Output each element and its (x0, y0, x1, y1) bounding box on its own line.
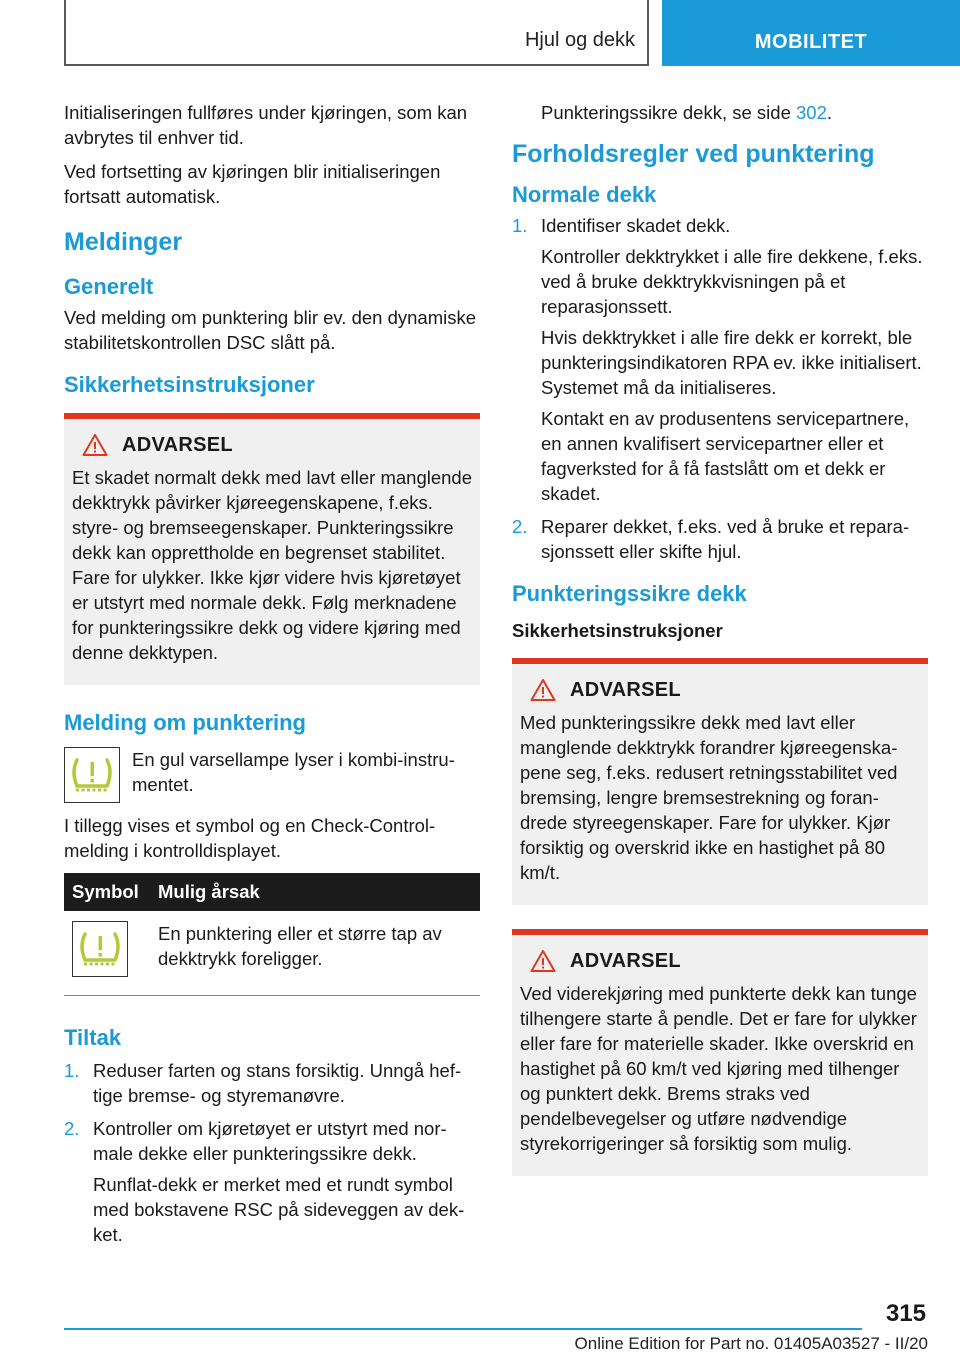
heading-meldinger: Meldinger (64, 228, 183, 256)
tiltak-steps (64, 1058, 480, 1247)
warning-header (520, 678, 920, 702)
step-text: Reparer dekket, f.eks. ved å bruke et reparasjonssett eller skifte hjul. (541, 516, 910, 562)
left-column (64, 100, 480, 1255)
warning-text: Med punkteringssikre dekk med lavt eller manglende dekktrykk forandrer kjøreegenskapene seg, f.eks. redusert retningsstabilitet ved bremsing, lengre bremsestrekning og forandrede styreegenskaper. Fare for ulykker. Kjør forsiktig og overskrid ikke en hastighet på 80 km/t. (520, 712, 898, 883)
warning-text: Et skadet normalt dekk med lavt eller manglende dekktrykk påvirker kjøreegenskapene, f.eks. styre- og bremseegenskaper. Punkteringssikre dekk kan opprettholde en begrenset stabilitet. Fare for ulykker. Ikke kjør videre hvis kjøretøyet er utstyrt med normale dekk. Følg merknadene for punkteringssikre dekk og videre kjøring med denne dekktypen. (72, 467, 473, 663)
heading-punkteringssikre: Punkteringssikre dekk (512, 581, 747, 606)
heading-forholdsregler: Forholdsregler ved punktering (512, 140, 875, 168)
warning-box (64, 413, 480, 685)
table-header-cause: Mulig årsak (150, 873, 480, 911)
step-number: 2. (64, 1118, 80, 1139)
step-subtext: Hvis dekktrykket i alle fire dekk er korrekt, ble punkteringsindikatoren RPA ev. ikke initialisert. Systemet må da initialiseres. (541, 327, 922, 398)
warning-header (520, 949, 920, 973)
heading-generelt: Generelt (64, 274, 154, 299)
step-subtext: Kontakt en av produsentens servicepartnere, en annen kvalifisert servicepartner eller et fagverksted for å få fastslått om et dekk er skadet. (541, 408, 910, 504)
warning-box (512, 658, 928, 905)
footer-edition: Online Edition for Part no. 01405A03527 - II/20 (574, 1334, 928, 1353)
paragraph (512, 100, 928, 125)
paragraph: Initialiseringen fullføres under kjøringen, som kan avbrytes til enhver tid. (64, 102, 468, 148)
step-number: 2. (512, 516, 528, 537)
list-item (64, 1116, 480, 1247)
chapter-tab (662, 0, 960, 66)
step-subtext: Runflat-dekk er merket med et rundt symbol med bokstavene RSC på sideveggen av dekket. (93, 1174, 465, 1245)
list-item (64, 1058, 480, 1108)
warning-triangle-icon (82, 433, 108, 457)
chapter-title: MOBILITET (754, 31, 868, 53)
tire-pressure-warning-icon (72, 921, 128, 977)
paragraph: I tillegg vises et symbol og en Check-Control-melding i kontrolldisplayet. (64, 815, 436, 861)
page-number: 315 (885, 1300, 926, 1327)
heading-normale-dekk: Normale dekk (512, 182, 657, 207)
lamp-text: En gul varsellampe lyser i kombi-instrumentet. (132, 749, 455, 795)
warning-text: Ved viderekjøring med punkterte dekk kan tunge tilhengere starte å pendle. Det er fare for ulykker eller fare for materielle skader. Ikke overskrid en hastighet på 60 km/t ved kjøring med tilhenger og punktert dekk. Brems straks ved pendelbevegelser og utføre nødvendige styrekorrigeringer så forsiktig som mulig. (520, 983, 917, 1154)
header-section-box (64, 0, 649, 66)
paragraph: Ved melding om punktering blir ev. den dynamiske stabilitetskontrollen DSC slått på. (64, 307, 477, 353)
list-item (512, 514, 928, 564)
lamp-paragraph (64, 747, 480, 803)
heading-melding-punktering: Melding om punktering (64, 710, 306, 735)
paragraph-text: Punkteringssikre dekk, se side (541, 102, 797, 123)
table-cell-cause: En punktering eller et større tap av dekktrykk foreligger. (150, 911, 480, 996)
step-number: 1. (512, 215, 528, 236)
warning-title: ADVARSEL (122, 433, 233, 456)
heading-tiltak: Tiltak (64, 1025, 122, 1050)
normale-steps (512, 213, 928, 564)
table-row (64, 911, 480, 996)
warning-triangle-icon (530, 678, 556, 702)
tire-pressure-warning-icon (64, 747, 120, 803)
table-header-row (64, 873, 480, 911)
warning-box (512, 929, 928, 1176)
heading-sikkerhet: Sikkerhetsinstruksjoner (512, 620, 723, 641)
warning-title: ADVARSEL (570, 949, 681, 972)
warning-header (72, 433, 472, 457)
step-number: 1. (64, 1060, 80, 1081)
heading-sikkerhet: Sikkerhetsinstruksjoner (64, 372, 315, 397)
step-subtext: Kontroller dekktrykket i alle fire dekkene, f.eks. ved å bruke dekktrykkvisningen på et reparasjonssett. (541, 246, 923, 317)
footer-divider (64, 1328, 862, 1330)
paragraph: Ved fortsetting av kjøringen blir initialiseringen fortsatt automatisk. (64, 161, 441, 207)
page-link[interactable]: 302 (796, 102, 827, 123)
paragraph-suffix: . (826, 102, 833, 123)
step-text: Kontroller om kjøretøyet er utstyrt med normale dekke eller punkteringssikre dekk. (93, 1118, 447, 1164)
right-column (512, 100, 928, 1200)
table-cell-symbol (64, 911, 150, 996)
section-title: Hjul og dekk (524, 29, 635, 51)
warning-triangle-icon (530, 949, 556, 973)
step-text: Identifiser skadet dekk. (541, 215, 731, 236)
table-header-symbol: Symbol (64, 873, 150, 911)
list-item (512, 213, 928, 506)
step-text: Reduser farten og stans forsiktig. Unngå heftige bremse- og styremanøvre. (93, 1060, 462, 1106)
warning-title: ADVARSEL (570, 678, 681, 701)
symbol-table (64, 873, 480, 996)
